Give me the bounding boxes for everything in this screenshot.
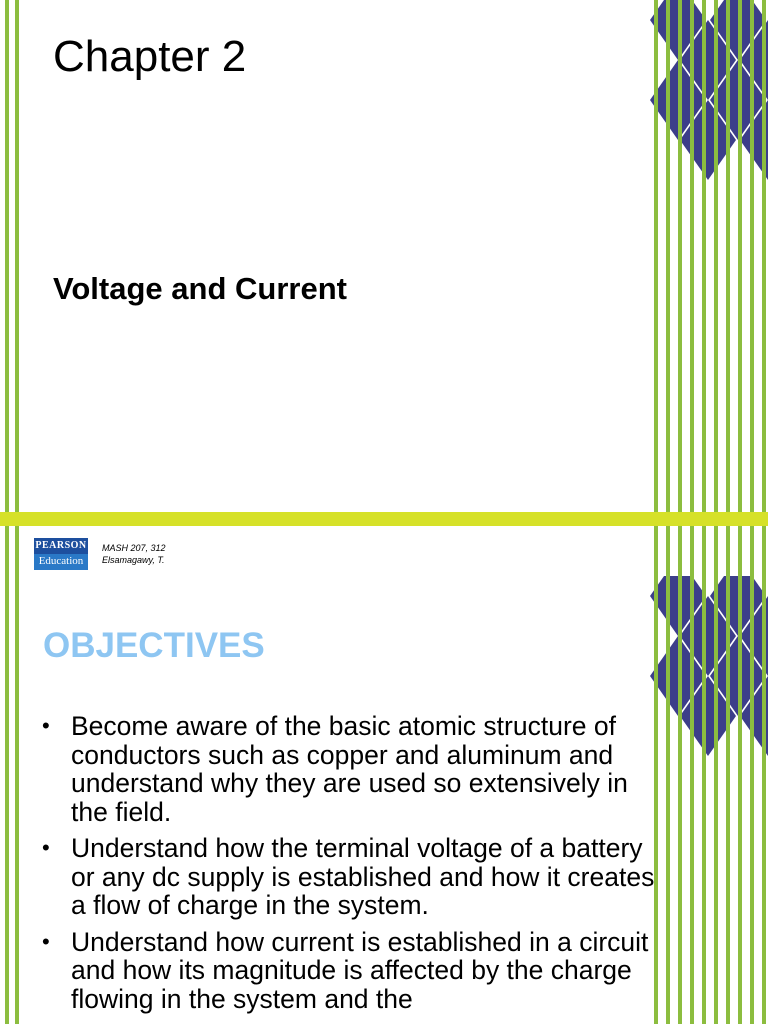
objectives-list: [40, 712, 655, 1021]
logo-line2: Education: [34, 554, 88, 570]
green-stripe: [5, 576, 9, 1024]
bullet-text: Understand how the terminal voltage of a battery or any dc supply is established and how it creates a flow of charge in the system.: [71, 833, 655, 920]
list-item: [40, 834, 655, 920]
diamond-pattern-decoration: [648, 576, 768, 1024]
bullet-dot-icon: •: [42, 713, 50, 738]
bullet-dot-icon: •: [42, 835, 50, 860]
pearson-logo: [34, 538, 88, 570]
bullet-text: Become aware of the basic atomic structure of conductors such as copper and aluminum and understand why they are used so extensively in the field.: [71, 711, 628, 827]
diamond-pattern-decoration: [648, 0, 768, 576]
bullet-text: Understand how current is established in a circuit and how its magnitude is affected by the charge flowing in the system and the: [71, 926, 649, 1014]
slide-credit: [102, 542, 166, 566]
list-item: [40, 712, 655, 826]
course-code: MASH 207, 312: [102, 543, 166, 553]
green-stripe: [15, 0, 19, 576]
list-item: [40, 928, 655, 1014]
objectives-heading: OBJECTIVES: [43, 626, 265, 665]
bullet-dot-icon: •: [42, 928, 50, 954]
footer-band: [0, 512, 768, 526]
slide-subtitle: Voltage and Current: [53, 271, 347, 306]
author-name: Elsamagawy, T.: [102, 555, 165, 565]
green-stripe: [5, 0, 9, 576]
green-stripe: [15, 576, 19, 1024]
logo-line1: PEARSON: [34, 538, 88, 554]
slide-title: Chapter 2: [53, 32, 247, 81]
